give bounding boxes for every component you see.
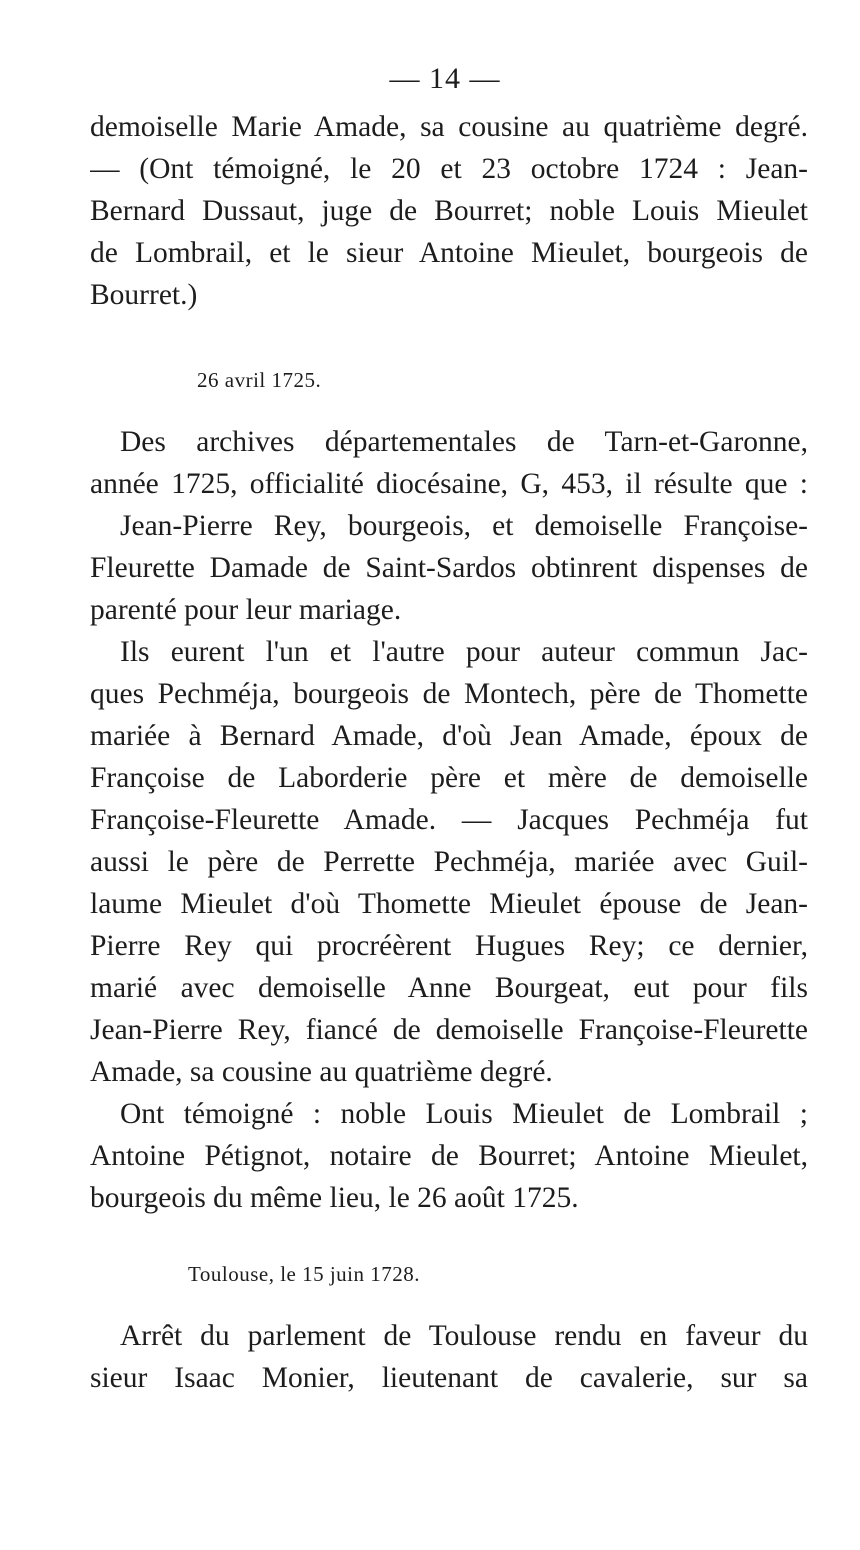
text-line: Fleurette Damade de Saint-Sardos obtinrent dispenses de: [90, 552, 808, 584]
text-line: Antoine Pétignot, notaire de Bourret; Antoine Mieulet,: [90, 1140, 808, 1172]
text-line: Bernard Dussaut, juge de Bourret; noble Louis Mieulet: [90, 195, 808, 227]
text-line: Françoise de Laborderie père et mère de demoiselle: [90, 762, 808, 794]
text-line: Amade, sa cousine au quatrième degré.: [90, 1056, 553, 1088]
paragraph-arret: [90, 1315, 808, 1399]
text-line: Jean-Pierre Rey, bourgeois, et demoiselle Françoise-: [120, 510, 808, 542]
text-line: mariée à Bernard Amade, d'où Jean Amade, époux de: [90, 720, 808, 752]
dateline-1: 26 avril 1725.: [197, 368, 322, 392]
text-line: Bourret.): [90, 279, 198, 311]
text-line: Des archives départementales de Tarn-et-Garonne,: [120, 426, 808, 458]
text-line: laume Mieulet d'où Thomette Mieulet épouse de Jean-: [90, 888, 808, 920]
text-line: ques Pechméja, bourgeois de Montech, père de Thomette: [90, 678, 808, 710]
paragraph-continuation: [90, 106, 808, 316]
text-line: parenté pour leur mariage.: [90, 594, 402, 626]
text-line: bourgeois du même lieu, le 26 août 1725.: [90, 1182, 579, 1214]
paragraph-archives: [90, 421, 808, 1219]
text-line: aussi le père de Perrette Pechméja, mariée avec Guil-: [90, 846, 808, 878]
text-line: Ils eurent l'un et l'autre pour auteur commun Jac-: [120, 636, 808, 668]
text-line: Arrêt du parlement de Toulouse rendu en faveur du: [120, 1320, 808, 1352]
text-line: Pierre Rey qui procréèrent Hugues Rey; ce dernier,: [90, 930, 808, 962]
text-line: Jean-Pierre Rey, fiancé de demoiselle Françoise-Fleurette: [90, 1014, 808, 1046]
page-number: — 14 —: [389, 62, 501, 95]
text-line: de Lombrail, et le sieur Antoine Mieulet, bourgeois de: [90, 237, 808, 269]
text-line: sieur Isaac Monier, lieutenant de cavalerie, sur sa: [90, 1362, 808, 1394]
text-line: demoiselle Marie Amade, sa cousine au quatrième degré.: [90, 111, 808, 143]
text-line: marié avec demoiselle Anne Bourgeat, eut pour fils: [90, 972, 808, 1004]
text-line: — (Ont témoigné, le 20 et 23 octobre 1724 : Jean-: [90, 153, 808, 185]
dateline-2: Toulouse, le 15 juin 1728.: [188, 1262, 421, 1286]
text-line: Françoise-Fleurette Amade. — Jacques Pechméja fut: [90, 804, 808, 836]
text-line: année 1725, officialité diocésaine, G, 453, il résulte que :: [90, 468, 808, 500]
text-line: Ont témoigné : noble Louis Mieulet de Lombrail ;: [120, 1098, 808, 1130]
